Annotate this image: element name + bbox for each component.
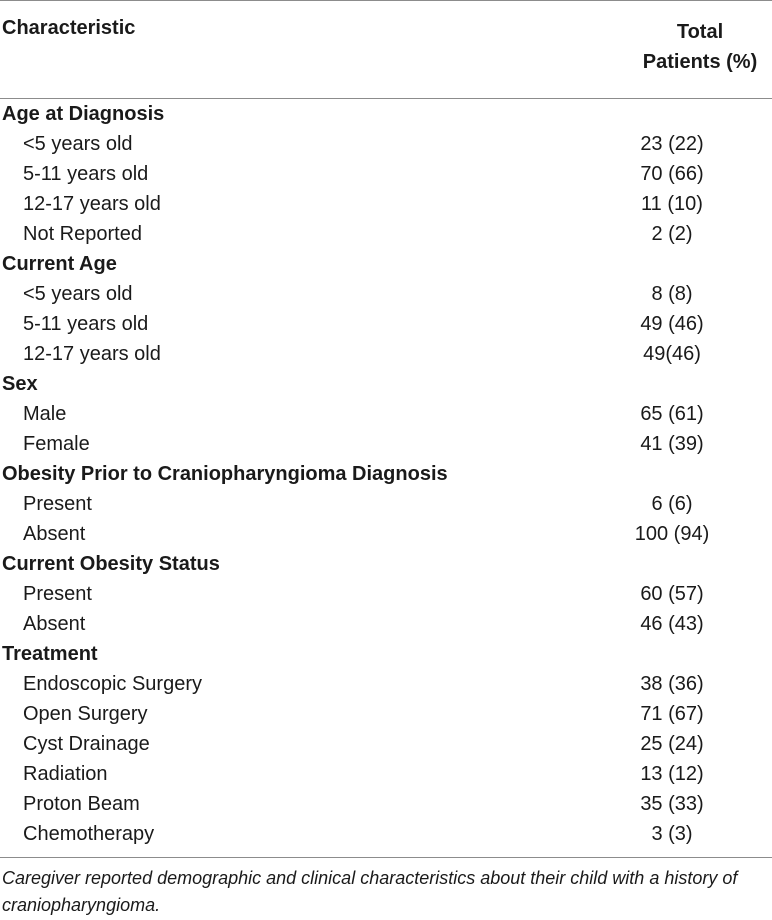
table-caption: Caregiver reported demographic and clinical characteristics about their child with a history of craniopharyngioma. <box>2 868 738 915</box>
row-value: 25 (24) <box>640 733 704 755</box>
table-row <box>0 129 772 159</box>
table-row <box>0 519 772 549</box>
table-row <box>0 609 772 639</box>
row-value: 13 (12) <box>640 763 704 785</box>
row-value: 23 (22) <box>640 133 704 155</box>
row-value: 65 (61) <box>640 403 704 425</box>
group-label: Current Age <box>2 253 117 275</box>
header-total-line2: Patients (%) <box>642 51 758 73</box>
table-row <box>0 489 772 519</box>
row-label: Female <box>23 433 90 455</box>
table-row <box>0 219 772 249</box>
table-row <box>0 429 772 459</box>
row-label: 12-17 years old <box>23 343 161 365</box>
row-value: 2 (2) <box>651 223 693 245</box>
table-group-row <box>0 459 772 489</box>
row-label: <5 years old <box>23 133 133 155</box>
table-row <box>0 699 772 729</box>
row-label: 12-17 years old <box>23 193 161 215</box>
row-label: Proton Beam <box>23 793 140 815</box>
row-label: Present <box>23 583 92 605</box>
table-row <box>0 159 772 189</box>
table-row <box>0 789 772 819</box>
table-row <box>0 819 772 849</box>
row-value: 71 (67) <box>640 703 704 725</box>
row-value: 49 (46) <box>640 313 704 335</box>
table-row <box>0 759 772 789</box>
row-value: 46 (43) <box>640 613 704 635</box>
table-row <box>0 729 772 759</box>
row-label: Not Reported <box>23 223 142 245</box>
row-value: 11 (10) <box>641 193 703 215</box>
group-label: Current Obesity Status <box>2 553 220 575</box>
row-value: 60 (57) <box>640 583 704 605</box>
row-label: 5-11 years old <box>23 313 149 335</box>
row-value: 6 (6) <box>651 493 693 515</box>
header-total-line1: Total <box>676 21 724 43</box>
row-label: Present <box>23 493 92 515</box>
group-label: Sex <box>2 373 38 395</box>
header-total-patients <box>630 17 770 77</box>
table-row <box>0 339 772 369</box>
row-label: Male <box>23 403 67 425</box>
group-label: Treatment <box>2 643 98 665</box>
table-body <box>0 99 772 849</box>
table-group-row <box>0 99 772 129</box>
row-value: 38 (36) <box>640 673 704 695</box>
table-row <box>0 309 772 339</box>
table-row <box>0 189 772 219</box>
row-label: <5 years old <box>23 283 133 305</box>
table-row <box>0 579 772 609</box>
row-label: Chemotherapy <box>23 823 155 845</box>
row-value: 100 (94) <box>634 523 710 545</box>
row-value: 70 (66) <box>640 163 704 185</box>
table-group-row <box>0 369 772 399</box>
row-value: 35 (33) <box>640 793 704 815</box>
row-value: 3 (3) <box>651 823 693 845</box>
table-row <box>0 399 772 429</box>
group-label: Obesity Prior to Craniopharyngioma Diagnosis <box>2 463 448 485</box>
group-label: Age at Diagnosis <box>2 103 165 125</box>
row-label: Absent <box>23 613 86 635</box>
row-label: Open Surgery <box>23 703 148 725</box>
row-value: 8 (8) <box>651 283 693 305</box>
row-value: 49(46) <box>643 343 701 365</box>
table-group-row <box>0 249 772 279</box>
row-label: Endoscopic Surgery <box>23 673 202 695</box>
table-bottom-rule <box>0 857 772 858</box>
row-label: Cyst Drainage <box>23 733 150 755</box>
row-value: 41 (39) <box>640 433 704 455</box>
header-characteristic: Characteristic <box>2 17 136 39</box>
row-label: 5-11 years old <box>23 163 149 185</box>
table-row <box>0 669 772 699</box>
table-row <box>0 279 772 309</box>
table-group-row <box>0 549 772 579</box>
row-label: Radiation <box>23 763 108 785</box>
table-group-row <box>0 639 772 669</box>
table-top-rule <box>0 0 772 1</box>
row-label: Absent <box>23 523 86 545</box>
